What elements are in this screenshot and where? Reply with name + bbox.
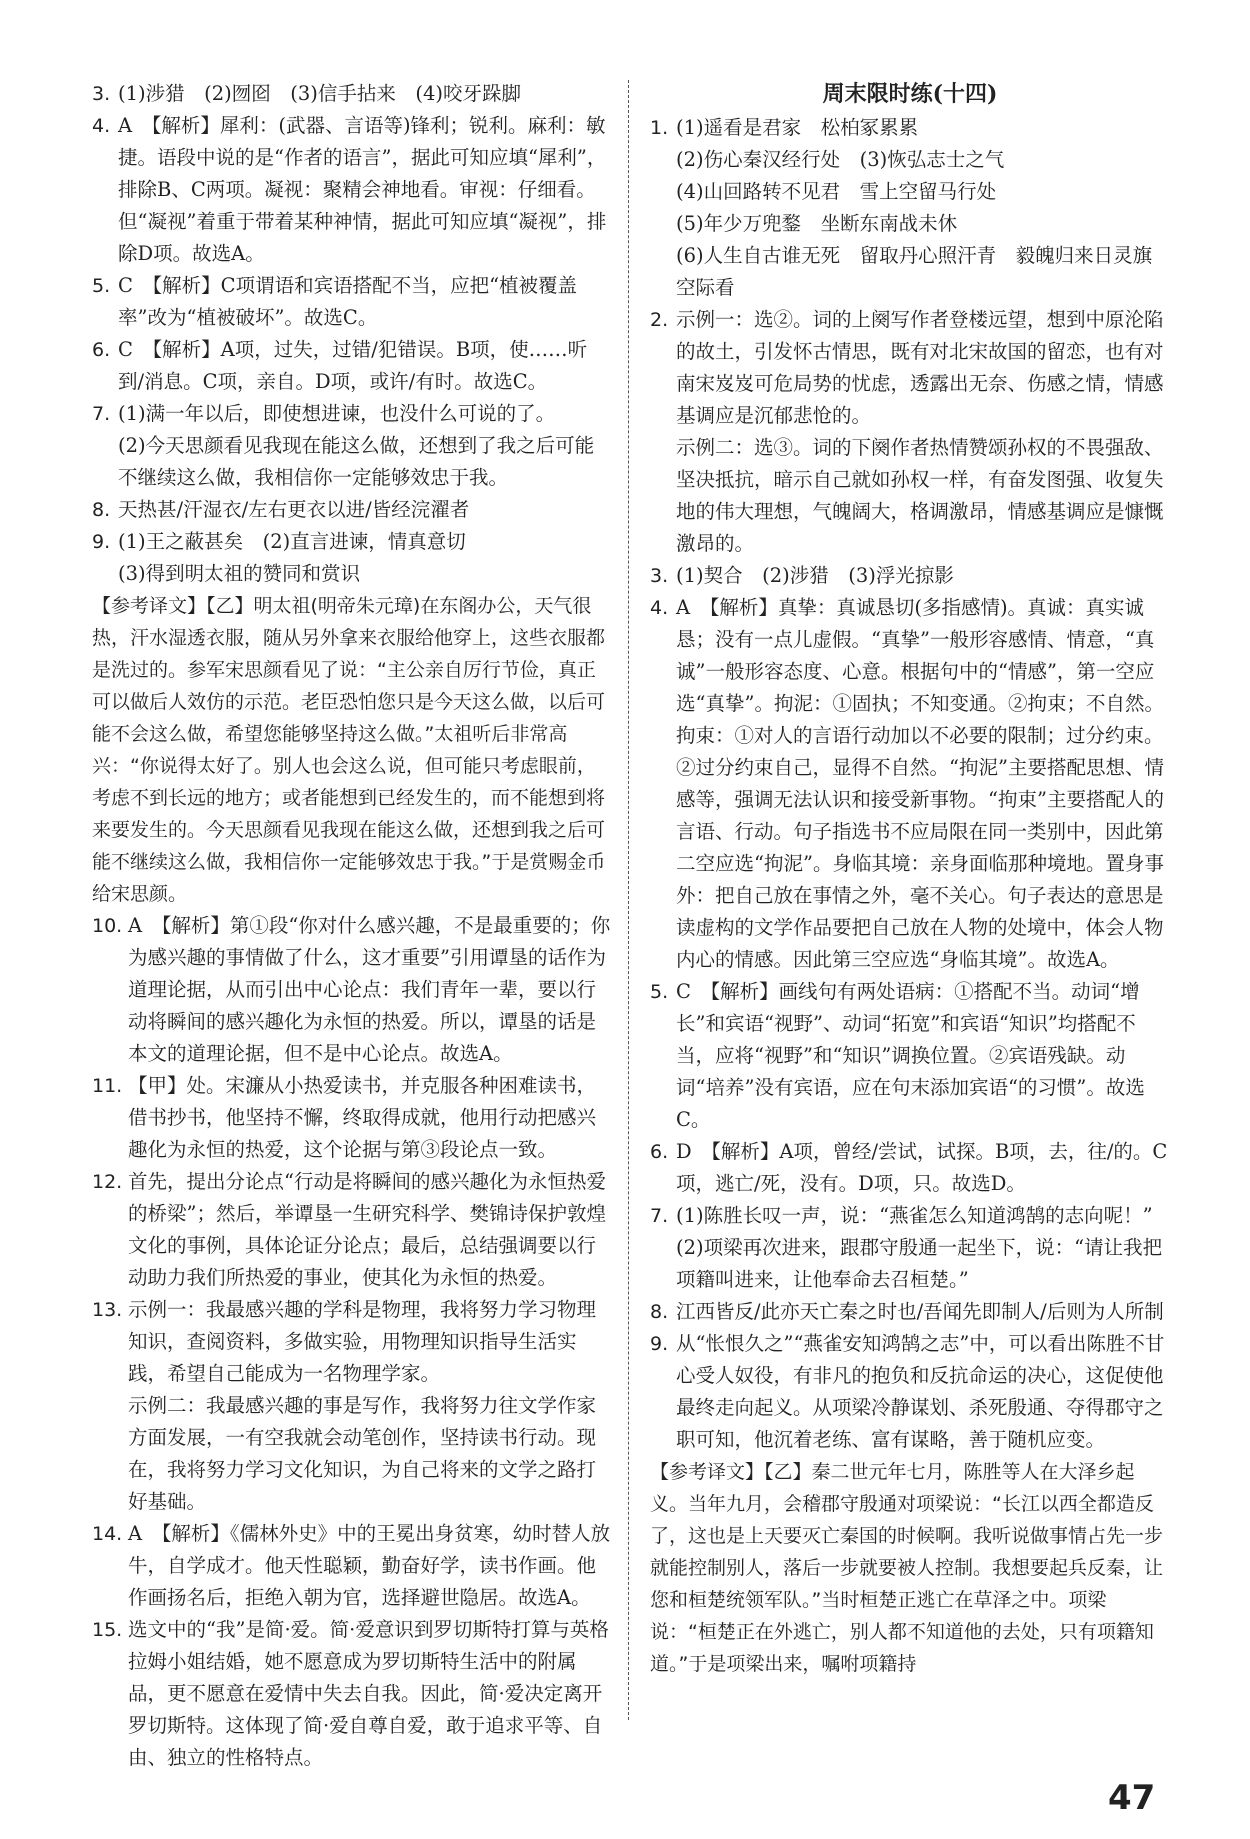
answer-number: 9. bbox=[650, 1333, 669, 1355]
answer-item bbox=[92, 910, 612, 1070]
answer-text: (1)王之蔽甚矣 (2)直言进谏，情真意切 bbox=[118, 530, 466, 553]
answer-item bbox=[650, 976, 1170, 1136]
answer-number: 6. bbox=[92, 339, 111, 361]
answer-text: 首先，提出分论点“行动是将瞬间的感兴趣化为永恒热爱的桥梁”；然后，举谭垦一生研究科学、樊锦诗保护敦煌文化的事例，具体论证分论点；最后，总结强调要以行动助力我们所热爱的事业，使其化为永恒的热爱。 bbox=[128, 1170, 606, 1289]
answer-number: 8. bbox=[92, 499, 111, 521]
answer-text: 江西皆反/此亦天亡秦之时也/吾闻先即制人/后则为人所制 bbox=[676, 1300, 1164, 1323]
answer-number: 6. bbox=[650, 1141, 669, 1163]
answer-text: C 【解析】A项，过失，过错/犯错误。B项，使……听到/消息。C项，亲自。D项，或许/有时。故选C。 bbox=[118, 338, 588, 393]
answer-number: 3. bbox=[650, 565, 669, 587]
answer-text: C 【解析】C项谓语和宾语搭配不当，应把“植被覆盖率”改为“植被破坏”。故选C。 bbox=[118, 274, 578, 329]
answer-text: (2)伤心秦汉经行处 (3)恢弘志士之气 bbox=[676, 148, 1005, 171]
section-title: 周末限时练(十四) bbox=[822, 81, 998, 107]
answer-item bbox=[92, 334, 612, 398]
column-divider bbox=[628, 80, 629, 1720]
answer-number: 7. bbox=[650, 1205, 669, 1227]
right-column bbox=[650, 78, 1170, 1680]
answer-text: (1)契合 (2)涉猎 (3)浮光掠影 bbox=[676, 564, 954, 587]
answer-item bbox=[92, 270, 612, 334]
answer-text: (5)年少万兜鍪 坐断东南战未休 bbox=[676, 212, 958, 235]
answer-number: 1. bbox=[650, 117, 669, 139]
answer-number: 8. bbox=[650, 1301, 669, 1323]
answer-text: 【甲】处。宋濂从小热爱读书，并克服各种困难读书，借书抄书，他坚持不懈，终取得成就，他用行动把感兴趣化为永恒的热爱，这个论据与第③段论点一致。 bbox=[128, 1074, 597, 1161]
answer-item bbox=[650, 112, 1170, 304]
answer-number: 12. bbox=[92, 1171, 123, 1193]
answer-item bbox=[650, 1328, 1170, 1456]
answer-text: 示例二：我最感兴趣的事是写作，我将努力往文学作家方面发展，一有空我就会动笔创作，坚持读书行动。现在，我将努力学习文化知识，为自己将来的文学之路打好基础。 bbox=[128, 1394, 597, 1513]
answer-number: 7. bbox=[92, 403, 111, 425]
answer-text: (1)涉猎 (2)囫囵 (3)信手拈来 (4)咬牙跺脚 bbox=[118, 82, 521, 105]
answer-number: 5. bbox=[92, 275, 111, 297]
answer-number: 3. bbox=[92, 83, 111, 105]
answer-item bbox=[92, 1614, 612, 1774]
answer-item bbox=[650, 560, 1170, 592]
answer-number: 13. bbox=[92, 1299, 123, 1321]
answer-text: C 【解析】画线句有两处语病：①搭配不当。动词“增长”和宾语“视野”、动词“拓宽”和宾语“知识”均搭配不当，应将“视野”和“知识”调换位置。②宾语残缺。动词“培养”没有宾语，应在句末添加宾语“的习惯”。故选C。 bbox=[676, 980, 1145, 1131]
answer-text: (4)山回路转不见君 雪上空留马行处 bbox=[676, 180, 997, 203]
answer-item bbox=[92, 78, 612, 110]
answer-item bbox=[92, 110, 612, 270]
answer-number: 10. bbox=[92, 915, 123, 937]
answer-text: (2)今天思颜看见我现在能这么做，还想到了我之后可能不继续这么做，我相信你一定能够效忠于我。 bbox=[118, 434, 595, 489]
answer-item bbox=[650, 592, 1170, 976]
answer-number: 15. bbox=[92, 1619, 123, 1641]
answer-text: 示例一：选②。词的上阕写作者登楼远望，想到中原沦陷的故土，引发怀古情思，既有对北宋故国的留恋，也有对南宋岌岌可危局势的忧虑，透露出无奈、伤感之情，情感基调应是沉郁悲怆的。 bbox=[676, 308, 1164, 427]
reference-translation: 【参考译文】【乙】明太祖(明帝朱元璋)在东阁办公，天气很热，汗水湿透衣服，随从另外拿来衣服给他穿上，这些衣服都是洗过的。参军宋思颜看见了说：“主公亲自厉行节俭，真正可以做后人效仿的示范。老臣恐怕您只是今天这么做，以后可能不会这么做，希望您能够坚持这么做。”太祖听后非常高兴：“你说得太好了。别人也会这么说，但可能只考虑眼前，考虑不到长远的地方；或者能想到已经发生的，而不能想到将来要发生的。今天思颜看见我现在能这么做，还想到我之后可能不继续这么做，我相信你一定能够效忠于我。”于是赏赐金币给宋思颜。 bbox=[92, 595, 606, 905]
answer-number: 14. bbox=[92, 1523, 123, 1545]
answer-text: (1)陈胜长叹一声，说：“燕雀怎么知道鸿鹄的志向呢！” bbox=[676, 1204, 1153, 1227]
answer-item bbox=[92, 526, 612, 590]
answer-text: 天热甚/汗湿衣/左右更衣以进/皆经浣濯者 bbox=[118, 498, 470, 521]
answer-item bbox=[650, 1296, 1170, 1328]
answer-item bbox=[92, 1070, 612, 1166]
answer-text: A 【解析】真挚：真诚恳切(多指感情)。真诚：真实诚恳；没有一点儿虚假。“真挚”一般形容感情、情意，“真诚”一般形容态度、心意。根据句中的“情感”，第一空应选“真挚”。拘泥：①固执；不知变通。②拘束；不自然。拘束：①对人的言语行动加以不必要的限制；过分约束。②过分约束自己，显得不自然。“拘泥”主要搭配思想、情感等，强调无法认识和接受新事物。“拘束”主要搭配人的言语、行动。句子指选书不应局限在同一类别中，因此第二空应选“拘泥”。身临其境：亲身面临那种境地。置身事外：把自己放在事情之外，毫不关心。句子表达的意思是读虚构的文学作品要把自己放在人物的处境中，体会人物内心的情感。因此第三空应选“身临其境”。故选A。 bbox=[676, 596, 1164, 971]
answer-text: (2)项梁再次进来，跟郡守殷通一起坐下，说：“请让我把项籍叫进来，让他奉命去召桓楚。” bbox=[676, 1236, 1163, 1291]
answer-text: D 【解析】A项，曾经/尝试，试探。B项，去，往/的。C项，逃亡/死，没有。D项，只。故选D。 bbox=[676, 1140, 1168, 1195]
answer-number: 11. bbox=[92, 1075, 123, 1097]
answer-text: (3)得到明太祖的赞同和赏识 bbox=[118, 562, 361, 585]
answer-number: 4. bbox=[92, 115, 111, 137]
answer-item bbox=[92, 494, 612, 526]
answer-text: A 【解析】第①段“你对什么感兴趣，不是最重要的；你为感兴趣的事情做了什么，这才重要”引用谭垦的话作为道理论据，从而引出中心论点：我们青年一辈，要以行动将瞬间的感兴趣化为永恒的热爱。所以，谭垦的话是本文的道理论据，但不是中心论点。故选A。 bbox=[128, 914, 611, 1065]
answer-text: 示例一：我最感兴趣的学科是物理，我将努力学习物理知识，查阅资料，多做实验，用物理知识指导生活实践，希望自己能成为一名物理学家。 bbox=[128, 1298, 597, 1385]
answer-text: A 【解析】《儒林外史》中的王冕出身贫寒，幼时替人放牛，自学成才。他天性聪颖，勤奋好学，读书作画。他作画扬名后，拒绝入朝为官，选择避世隐居。故选A。 bbox=[128, 1522, 611, 1609]
answer-text: 从“怅恨久之”“燕雀安知鸿鹄之志”中，可以看出陈胜不甘心受人奴役，有非凡的抱负和反抗命运的决心，这促使他最终走向起义。从项梁冷静谋划、杀死殷通、夺得郡守之职可知，他沉着老练、富有谋略，善于随机应变。 bbox=[676, 1332, 1165, 1451]
answer-item bbox=[650, 1136, 1170, 1200]
answer-item bbox=[650, 1200, 1170, 1296]
answer-item bbox=[92, 1166, 612, 1294]
left-column bbox=[92, 78, 612, 1774]
answer-item bbox=[650, 304, 1170, 560]
answer-text: (1)遥看是君家 松柏冢累累 bbox=[676, 116, 919, 139]
answer-number: 2. bbox=[650, 309, 669, 331]
answer-number: 4. bbox=[650, 597, 669, 619]
answer-text: A 【解析】犀利：(武器、言语等)锋利；锐利。麻利：敏捷。语段中说的是“作者的语言”，据此可知应填“犀利”，排除B、C两项。凝视：聚精会神地看。审视：仔细看。但“凝视”着重于带着某种神情，据此可知应填“凝视”，排除D项。故选A。 bbox=[118, 114, 607, 265]
answer-item bbox=[92, 1518, 612, 1614]
answer-text: 示例二：选③。词的下阕作者热情赞颂孙权的不畏强敌、坚决抵抗，暗示自己就如孙权一样，有奋发图强、收复失地的伟大理想，气魄阔大，格调激昂，情感基调应是慷慨激昂的。 bbox=[676, 436, 1164, 555]
answer-item bbox=[92, 398, 612, 494]
answer-number: 9. bbox=[92, 531, 111, 553]
answer-item bbox=[92, 1294, 612, 1518]
reference-translation: 【参考译文】【乙】秦二世元年七月，陈胜等人在大泽乡起义。当年九月，会稽郡守殷通对项梁说：“长江以西全都造反了，这也是上天要灭亡秦国的时候啊。我听说做事情占先一步就能控制别人，落后一步就要被人控制。我想要起兵反秦，让您和桓楚统领军队。”当时桓楚正逃亡在草泽之中。项梁说：“桓楚正在外逃亡，别人都不知道他的去处，只有项籍知道。”于是项梁出来，嘱咐项籍持 bbox=[650, 1461, 1164, 1675]
answer-text: 选文中的“我”是简·爱。简·爱意识到罗切斯特打算与英格拉姆小姐结婚，她不愿意成为罗切斯特生活中的附属品，更不愿意在爱情中失去自我。因此，简·爱决定离开罗切斯特。这体现了简·爱自尊自爱，敢于追求平等、自由、独立的性格特点。 bbox=[128, 1618, 609, 1769]
page-number: 47 bbox=[1108, 1778, 1156, 1818]
answer-text: (1)满一年以后，即使想进谏，也没什么可说的了。 bbox=[118, 402, 556, 425]
answer-text: (6)人生自古谁无死 留取丹心照汗青 毅魄归来日灵旗空际看 bbox=[676, 244, 1153, 299]
answer-number: 5. bbox=[650, 981, 669, 1003]
